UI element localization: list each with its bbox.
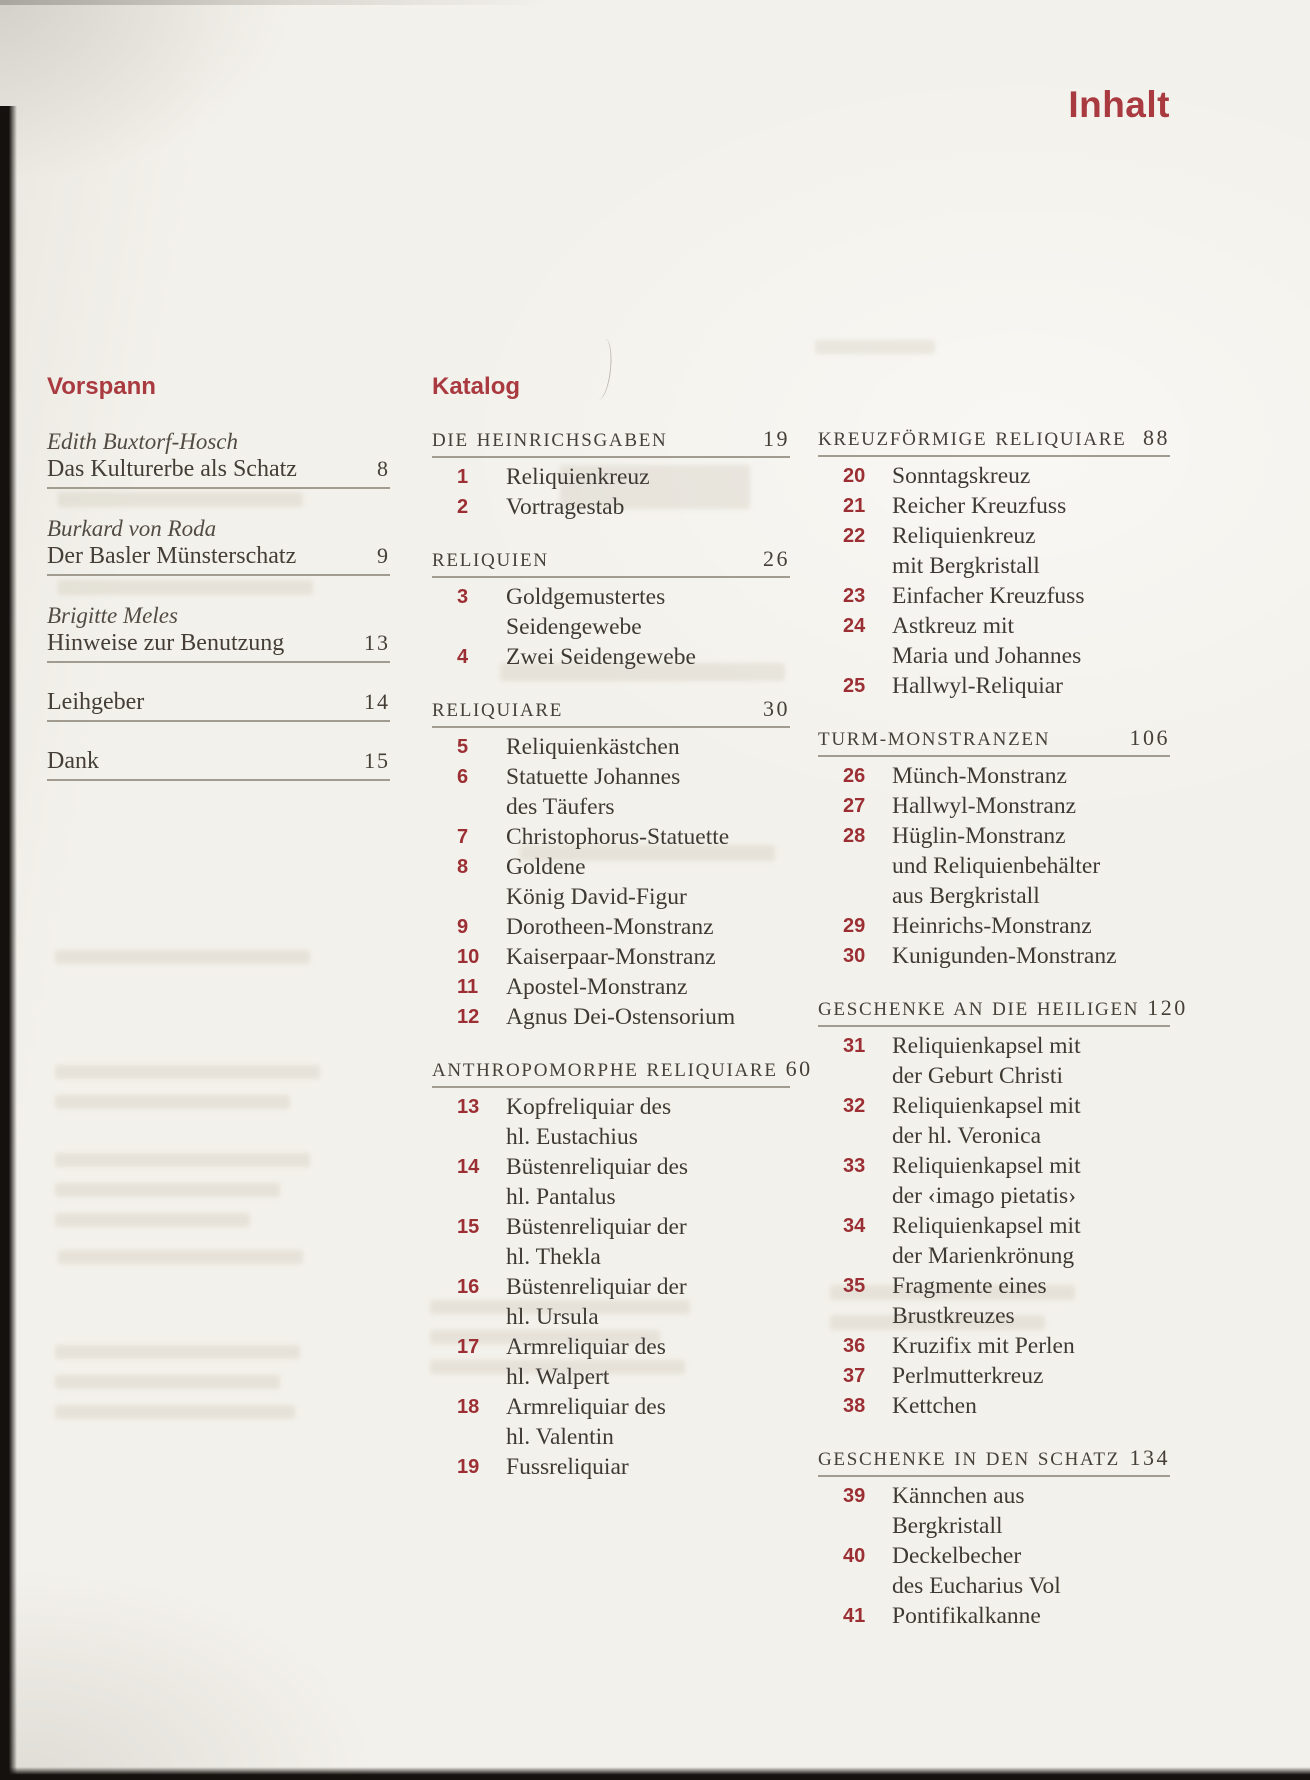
catalog-item <box>432 1332 790 1392</box>
item-lines <box>506 1092 790 1152</box>
item-lines <box>506 732 790 762</box>
item-line: Maria und Johannes <box>892 643 1082 669</box>
item-line: Kruzifix mit Perlen <box>892 1333 1075 1359</box>
section-page-number: 120 <box>1147 995 1188 1020</box>
catalog-item <box>432 1002 790 1032</box>
item-lines <box>892 1091 1170 1151</box>
item-line: Hüglin-Monstranz <box>892 823 1066 849</box>
item-lines <box>892 611 1170 671</box>
item-lines <box>506 1152 790 1212</box>
item-number: 37 <box>843 1365 866 1387</box>
item-lines <box>506 492 790 522</box>
item-number: 14 <box>457 1156 480 1178</box>
item-line: Goldene <box>506 854 586 880</box>
item-line: Astkreuz mit <box>892 613 1015 639</box>
bleedthrough-artifact <box>815 340 935 354</box>
catalog-section <box>818 995 1188 1421</box>
bleedthrough-artifact <box>55 1345 300 1359</box>
item-line: Zwei Seidengewebe <box>506 644 696 670</box>
item-line: Seidengewebe <box>506 614 642 640</box>
entry-title-row <box>47 456 390 489</box>
item-lines <box>506 912 790 942</box>
item-lines <box>506 1392 790 1452</box>
entry-title: Der Basler Münsterschatz <box>47 543 297 569</box>
item-lines <box>506 762 790 822</box>
item-lines <box>506 642 790 672</box>
bleedthrough-artifact <box>55 1095 290 1109</box>
item-line: hl. Valentin <box>506 1424 614 1450</box>
item-number: 18 <box>457 1396 480 1418</box>
item-line: mit Bergkristall <box>892 553 1040 579</box>
item-line: Reliquienkapsel mit <box>892 1213 1081 1239</box>
catalog-item <box>818 1031 1170 1091</box>
vorspann-entry <box>47 689 390 722</box>
section-page-number: 88 <box>1143 425 1170 450</box>
item-line: Büstenreliquiar des <box>506 1154 689 1180</box>
catalog-item <box>432 1212 790 1272</box>
section-title: ANTHROPOMORPHE RELIQUIARE <box>432 1060 778 1081</box>
item-lines <box>892 911 1170 941</box>
item-line: Deckelbecher <box>892 1543 1022 1569</box>
item-line: Heinrichs-Monstranz <box>892 913 1092 939</box>
item-line: Perlmutterkreuz <box>892 1363 1044 1389</box>
item-number: 16 <box>457 1276 480 1298</box>
item-lines <box>892 491 1170 521</box>
item-line: Hallwyl-Reliquiar <box>892 673 1063 699</box>
item-line: Hallwyl-Monstranz <box>892 793 1077 819</box>
item-line: Kopfreliquiar des <box>506 1094 672 1120</box>
section-title: GESCHENKE IN DEN SCHATZ <box>818 1449 1120 1470</box>
item-lines <box>892 521 1170 581</box>
catalog-item <box>818 1391 1170 1421</box>
item-line: Kunigunden-Monstranz <box>892 943 1117 969</box>
section-title: RELIQUIARE <box>432 700 564 721</box>
entry-title-row <box>47 748 390 781</box>
entry-page-number: 14 <box>364 689 390 714</box>
item-number: 7 <box>457 826 469 848</box>
scan-edge-top <box>0 0 786 5</box>
katalog-column-2 <box>818 425 1188 1657</box>
bleedthrough-artifact <box>55 1153 310 1167</box>
item-number: 1 <box>457 466 469 488</box>
item-lines <box>892 1601 1170 1631</box>
item-lines <box>506 1002 790 1032</box>
item-number: 9 <box>457 916 469 938</box>
scan-edge-left <box>0 106 17 1780</box>
item-number: 6 <box>457 766 469 788</box>
catalog-item <box>432 972 790 1002</box>
item-line: Statuette Johannes <box>506 764 681 790</box>
item-line: Kettchen <box>892 1393 977 1419</box>
section-page-number: 30 <box>763 696 790 721</box>
page-title: Inhalt <box>1068 84 1170 125</box>
catalog-item <box>818 1541 1170 1601</box>
bleedthrough-artifact <box>55 1375 280 1389</box>
item-line: Büstenreliquiar der <box>506 1214 687 1240</box>
item-line: Kaiserpaar-Monstranz <box>506 944 716 970</box>
item-line: der hl. Veronica <box>892 1123 1041 1149</box>
entry-title-row <box>47 543 390 576</box>
item-line: Reliquienkapsel mit <box>892 1153 1081 1179</box>
catalog-item <box>818 761 1170 791</box>
section-title: RELIQUIEN <box>432 550 549 571</box>
catalog-item <box>818 671 1170 701</box>
catalog-item <box>818 791 1170 821</box>
entry-page-number: 8 <box>377 456 390 481</box>
item-number: 4 <box>457 646 469 668</box>
item-number: 19 <box>457 1456 480 1478</box>
bleedthrough-artifact <box>55 950 310 964</box>
katalog-heading: Katalog <box>432 373 521 400</box>
item-lines <box>892 1031 1170 1091</box>
item-lines <box>892 821 1170 911</box>
item-line: Bergkristall <box>892 1513 1003 1539</box>
section-title: KREUZFÖRMIGE RELIQUIARE <box>818 429 1127 450</box>
item-line: der ‹imago pietatis› <box>892 1183 1077 1209</box>
catalog-section <box>818 727 1170 971</box>
item-lines <box>506 1332 790 1392</box>
item-number: 32 <box>843 1095 866 1117</box>
item-line: König David-Figur <box>506 884 687 910</box>
item-line: und Reliquienbehälter <box>892 853 1101 879</box>
item-lines <box>506 852 790 912</box>
item-number: 38 <box>843 1395 866 1417</box>
entry-title: Hinweise zur Benutzung <box>47 630 285 656</box>
catalog-section <box>818 1447 1170 1631</box>
item-lines <box>892 581 1170 611</box>
item-line: Sonntagskreuz <box>892 463 1031 489</box>
item-number: 27 <box>843 795 866 817</box>
item-number: 22 <box>843 525 866 547</box>
item-lines <box>506 1452 790 1482</box>
vorspann-entries <box>47 428 390 781</box>
catalog-item <box>818 491 1170 521</box>
item-line: Fragmente eines <box>892 1273 1047 1299</box>
section-header-row <box>818 1447 1170 1477</box>
catalog-section <box>432 1056 813 1482</box>
item-lines <box>506 1272 790 1332</box>
item-number: 30 <box>843 945 866 967</box>
item-number: 3 <box>457 586 469 608</box>
item-line: Büstenreliquiar der <box>506 1274 687 1300</box>
vorspann-entry <box>47 428 390 489</box>
item-number: 41 <box>843 1605 866 1627</box>
item-number: 26 <box>843 765 866 787</box>
item-lines <box>506 462 790 492</box>
item-line: der Geburt Christi <box>892 1063 1063 1089</box>
catalog-sections-2 <box>818 425 1188 1631</box>
bleedthrough-artifact <box>58 1250 303 1264</box>
catalog-item <box>432 1392 790 1452</box>
section-header-row <box>818 727 1170 757</box>
vorspann-entry <box>47 602 390 663</box>
item-line: Dorotheen-Monstranz <box>506 914 714 940</box>
catalog-item <box>432 852 790 912</box>
bleedthrough-artifact <box>55 1183 280 1197</box>
catalog-item <box>818 821 1170 911</box>
item-lines <box>892 1151 1170 1211</box>
item-number: 36 <box>843 1335 866 1357</box>
catalog-item <box>818 581 1170 611</box>
item-number: 13 <box>457 1096 480 1118</box>
section-page-number: 60 <box>785 1056 813 1081</box>
item-line: Fussreliquiar <box>506 1454 629 1480</box>
item-lines <box>892 1391 1170 1421</box>
item-number: 28 <box>843 825 866 847</box>
entry-page-number: 9 <box>377 543 390 568</box>
scan-edge-bottom <box>0 1767 1310 1780</box>
bleedthrough-artifact <box>55 1405 295 1419</box>
item-line: hl. Pantalus <box>506 1184 616 1210</box>
section-header-row <box>432 698 790 728</box>
catalog-item <box>432 1272 790 1332</box>
item-number: 35 <box>843 1275 866 1297</box>
item-number: 24 <box>843 615 866 637</box>
catalog-item <box>818 1361 1170 1391</box>
item-number: 25 <box>843 675 866 697</box>
item-number: 11 <box>457 976 479 998</box>
item-number: 34 <box>843 1215 866 1237</box>
item-line: aus Bergkristall <box>892 883 1040 909</box>
section-header-row <box>432 548 790 578</box>
entry-author: Edith Buxtorf-Hosch <box>47 429 238 454</box>
item-lines <box>892 1361 1170 1391</box>
item-number: 20 <box>843 465 866 487</box>
item-lines <box>892 941 1170 971</box>
item-number: 2 <box>457 496 469 518</box>
catalog-item <box>818 1481 1170 1541</box>
catalog-item <box>818 1271 1170 1331</box>
catalog-item <box>818 941 1170 971</box>
item-number: 17 <box>457 1336 480 1358</box>
catalog-item <box>818 911 1170 941</box>
catalog-item <box>818 1601 1170 1631</box>
item-lines <box>892 1331 1170 1361</box>
item-line: hl. Eustachius <box>506 1124 638 1150</box>
catalog-item <box>818 521 1170 581</box>
entry-page-number: 13 <box>364 630 390 655</box>
item-line: Reliquienkapsel mit <box>892 1033 1081 1059</box>
catalog-sections-1 <box>432 426 813 1482</box>
section-page-number: 106 <box>1129 725 1170 750</box>
entry-title: Leihgeber <box>47 689 145 715</box>
vorspann-entry <box>47 515 390 576</box>
item-lines <box>892 1481 1170 1541</box>
item-line: Reicher Kreuzfuss <box>892 493 1067 519</box>
section-page-number: 19 <box>763 426 790 451</box>
catalog-item <box>432 1452 790 1482</box>
item-line: Reliquienkästchen <box>506 734 680 760</box>
item-line: Armreliquiar des <box>506 1334 666 1360</box>
section-header-row <box>432 1056 813 1088</box>
catalog-item <box>432 822 790 852</box>
item-line: Reliquienkapsel mit <box>892 1093 1081 1119</box>
vorspann-entry <box>47 748 390 781</box>
catalog-item <box>818 1091 1170 1151</box>
catalog-item <box>432 642 790 672</box>
item-number: 33 <box>843 1155 866 1177</box>
item-lines <box>892 671 1170 701</box>
entry-author: Burkard von Roda <box>47 516 217 541</box>
vorspann-column <box>47 372 390 807</box>
item-number: 31 <box>843 1035 866 1057</box>
catalog-item <box>432 912 790 942</box>
item-lines <box>506 942 790 972</box>
catalog-item <box>818 1151 1170 1211</box>
item-lines <box>892 1271 1170 1331</box>
catalog-section <box>432 548 790 672</box>
item-number: 15 <box>457 1216 480 1238</box>
item-number: 23 <box>843 585 866 607</box>
section-page-number: 134 <box>1129 1445 1170 1470</box>
entry-author: Brigitte Meles <box>47 603 178 628</box>
item-number: 39 <box>843 1485 866 1507</box>
item-line: der Marienkrönung <box>892 1243 1075 1269</box>
item-line: des Eucharius Vol <box>892 1573 1061 1599</box>
item-number: 5 <box>457 736 469 758</box>
section-title: TURM-MONSTRANZEN <box>818 729 1051 750</box>
item-line: Brustkreuzes <box>892 1303 1015 1329</box>
item-line: Reliquienkreuz <box>892 523 1036 549</box>
item-line: Christophorus-Statuette <box>506 824 730 850</box>
item-number: 8 <box>457 856 469 878</box>
catalog-item <box>432 462 790 492</box>
catalog-item <box>432 1152 790 1212</box>
catalog-item <box>432 732 790 762</box>
item-line: hl. Ursula <box>506 1304 599 1330</box>
catalog-section <box>432 428 790 522</box>
bleedthrough-artifact <box>55 1213 250 1227</box>
section-page-number: 26 <box>763 546 790 571</box>
item-line: hl. Walpert <box>506 1364 610 1390</box>
vorspann-heading: Vorspann <box>47 373 156 400</box>
catalog-item <box>432 762 790 822</box>
item-line: Apostel-Monstranz <box>506 974 688 1000</box>
item-number: 10 <box>457 946 480 968</box>
catalog-item <box>818 461 1170 491</box>
katalog-column-1 <box>432 372 813 1508</box>
section-header-row <box>432 428 790 458</box>
item-number: 12 <box>457 1006 480 1028</box>
catalog-section <box>432 698 790 1032</box>
catalog-item <box>432 1092 790 1152</box>
entry-page-number: 15 <box>364 748 390 773</box>
item-line: Agnus Dei-Ostensorium <box>506 1004 736 1030</box>
catalog-item <box>432 942 790 972</box>
item-line: Reliquienkreuz <box>506 464 650 490</box>
item-number: 40 <box>843 1545 866 1567</box>
section-header-row <box>818 427 1170 457</box>
item-line: Goldgemustertes <box>506 584 666 610</box>
entry-title: Dank <box>47 748 99 774</box>
item-lines <box>892 791 1170 821</box>
item-lines <box>892 1211 1170 1271</box>
catalog-section <box>818 427 1170 701</box>
entry-title: Das Kulturerbe als Schatz <box>47 456 297 482</box>
item-line: hl. Thekla <box>506 1244 601 1270</box>
section-header-row <box>818 995 1188 1027</box>
item-line: Einfacher Kreuzfuss <box>892 583 1085 609</box>
item-line: Vortragestab <box>506 494 625 520</box>
item-line: Kännchen aus <box>892 1483 1025 1509</box>
item-line: Armreliquiar des <box>506 1394 666 1420</box>
section-title: GESCHENKE AN DIE HEILIGEN <box>818 999 1140 1020</box>
entry-title-row <box>47 630 390 663</box>
bleedthrough-artifact <box>55 1065 320 1079</box>
item-lines <box>506 582 790 642</box>
item-line: des Täufers <box>506 794 615 820</box>
item-lines <box>892 461 1170 491</box>
item-lines <box>506 822 790 852</box>
item-line: Münch-Monstranz <box>892 763 1067 789</box>
item-lines <box>892 1541 1170 1601</box>
item-lines <box>506 1212 790 1272</box>
item-number: 29 <box>843 915 866 937</box>
item-number: 21 <box>843 495 866 517</box>
section-title: DIE HEINRICHSGABEN <box>432 430 668 451</box>
catalog-item <box>818 611 1170 671</box>
item-line: Pontifikalkanne <box>892 1603 1041 1629</box>
item-lines <box>892 761 1170 791</box>
catalog-item <box>818 1211 1170 1271</box>
catalog-item <box>432 582 790 642</box>
item-lines <box>506 972 790 1002</box>
catalog-item <box>818 1331 1170 1361</box>
entry-title-row <box>47 689 390 722</box>
catalog-item <box>432 492 790 522</box>
